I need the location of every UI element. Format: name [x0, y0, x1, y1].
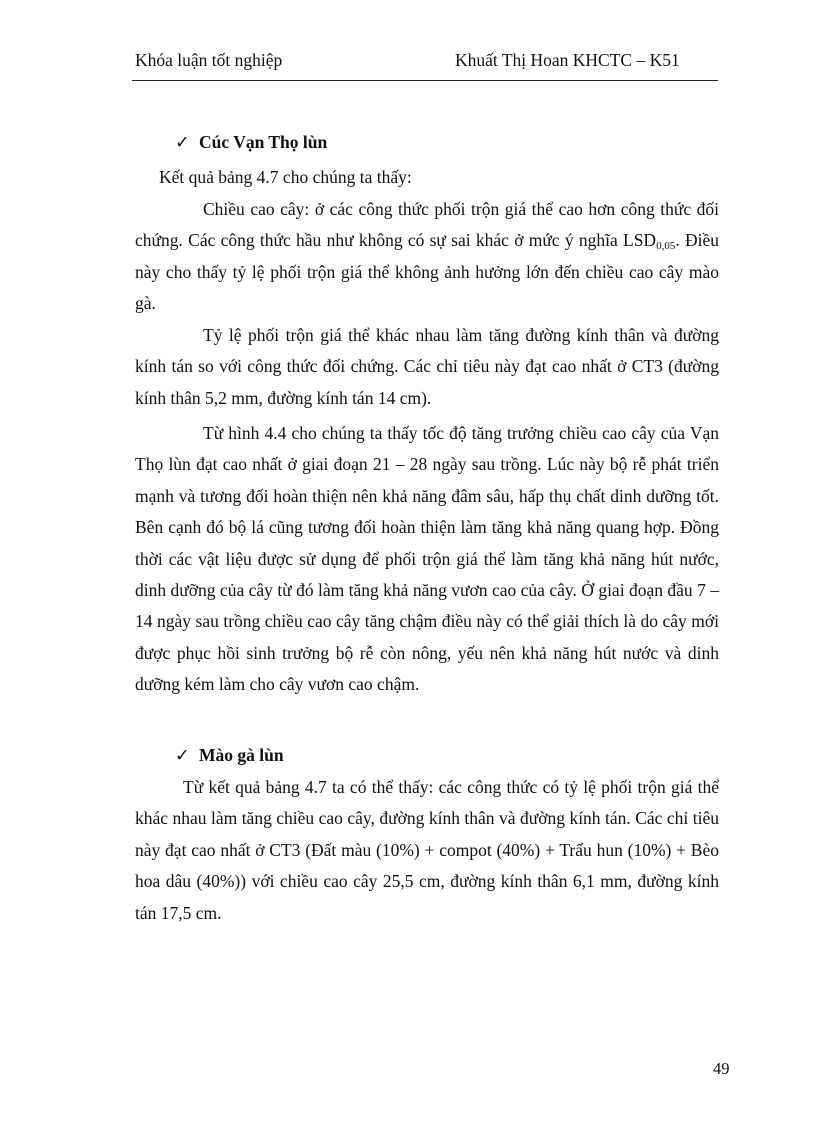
- check-icon: ✓: [175, 745, 190, 765]
- paragraph-diameter: Tỷ lệ phối trộn giá thể khác nhau làm tăng đường kính thân và đường kính tán so với công thức đối chứng. Các chỉ tiêu này đạt cao nhất ở CT3 (đường kính thân 5,2 mm, đường kính tán 14 cm).: [135, 325, 719, 408]
- section-heading-cuc-van-tho: [175, 132, 327, 153]
- header-author: Khuất Thị Hoan KHCTC – K51: [455, 50, 680, 70]
- header-divider: [132, 80, 718, 81]
- section-heading-label: Mào gà lùn: [199, 745, 284, 765]
- paragraph-intro: Kết quả bảng 4.7 cho chúng ta thấy:: [159, 167, 412, 187]
- paragraph-height: [135, 194, 719, 320]
- lsd-subscript: 0,05: [656, 240, 676, 253]
- page-number: 49: [713, 1059, 730, 1078]
- header-thesis-title: Khóa luận tốt nghiệp: [135, 50, 283, 70]
- paragraph-growth-rate: Từ hình 4.4 cho chúng ta thấy tốc độ tăng trưởng chiều cao cây của Vạn Thọ lùn đạt cao nhất ở giai đoạn 21 – 28 ngày sau trồng. Lúc này bộ rễ phát triển mạnh và tương đối hoàn thiện nên khả năng đâm sâu, hấp thụ chất dinh dưỡng tốt. Bên cạnh đó bộ lá cũng tương đối hoàn thiện làm tăng khả năng quang hợp. Đồng thời các vật liệu được sử dụng để phối trộn giá thể làm tăng khả năng hút nước, dinh dưỡng của cây từ đó làm tăng khả năng vươn cao của cây. Ở giai đoạn đầu 7 – 14 ngày sau trồng chiều cao cây tăng chậm điều này có thể giải thích là do cây mới được phục hồi sinh trưởng bộ rễ còn nông, yếu nên khả năng hút nước và dinh dưỡng kém làm cho cây vươn cao chậm.: [135, 423, 719, 695]
- paragraph-mao-ga-results: Từ kết quả bảng 4.7 ta có thể thấy: các công thức có tỷ lệ phối trộn giá thể khác nhau làm tăng chiều cao cây, đường kính thân và đường kính tán. Các chỉ tiêu này đạt cao nhất ở CT3 (Đất màu (10%) + compot (40%) + Trấu hun (10%) + Bèo hoa dâu (40%)) với chiều cao cây 25,5 cm, đường kính thân 6,1 mm, đường kính tán 17,5 cm.: [135, 777, 719, 923]
- section-heading-label: Cúc Vạn Thọ lùn: [199, 132, 328, 152]
- paragraph-height-text-end: . Điều này cho thấy tỷ lệ phối trộn giá thể không ảnh hưởng lớn đến chiều cao cây mào gà.: [135, 230, 719, 314]
- paragraph-height-text: Chiều cao cây: ở các công thức phối trộn giá thể cao hơn công thức đối chứng. Các công thức hầu như không có sự sai khác ở mức ý nghĩa LSD: [135, 199, 719, 251]
- section-heading-mao-ga: [175, 745, 284, 766]
- check-icon: ✓: [175, 132, 190, 152]
